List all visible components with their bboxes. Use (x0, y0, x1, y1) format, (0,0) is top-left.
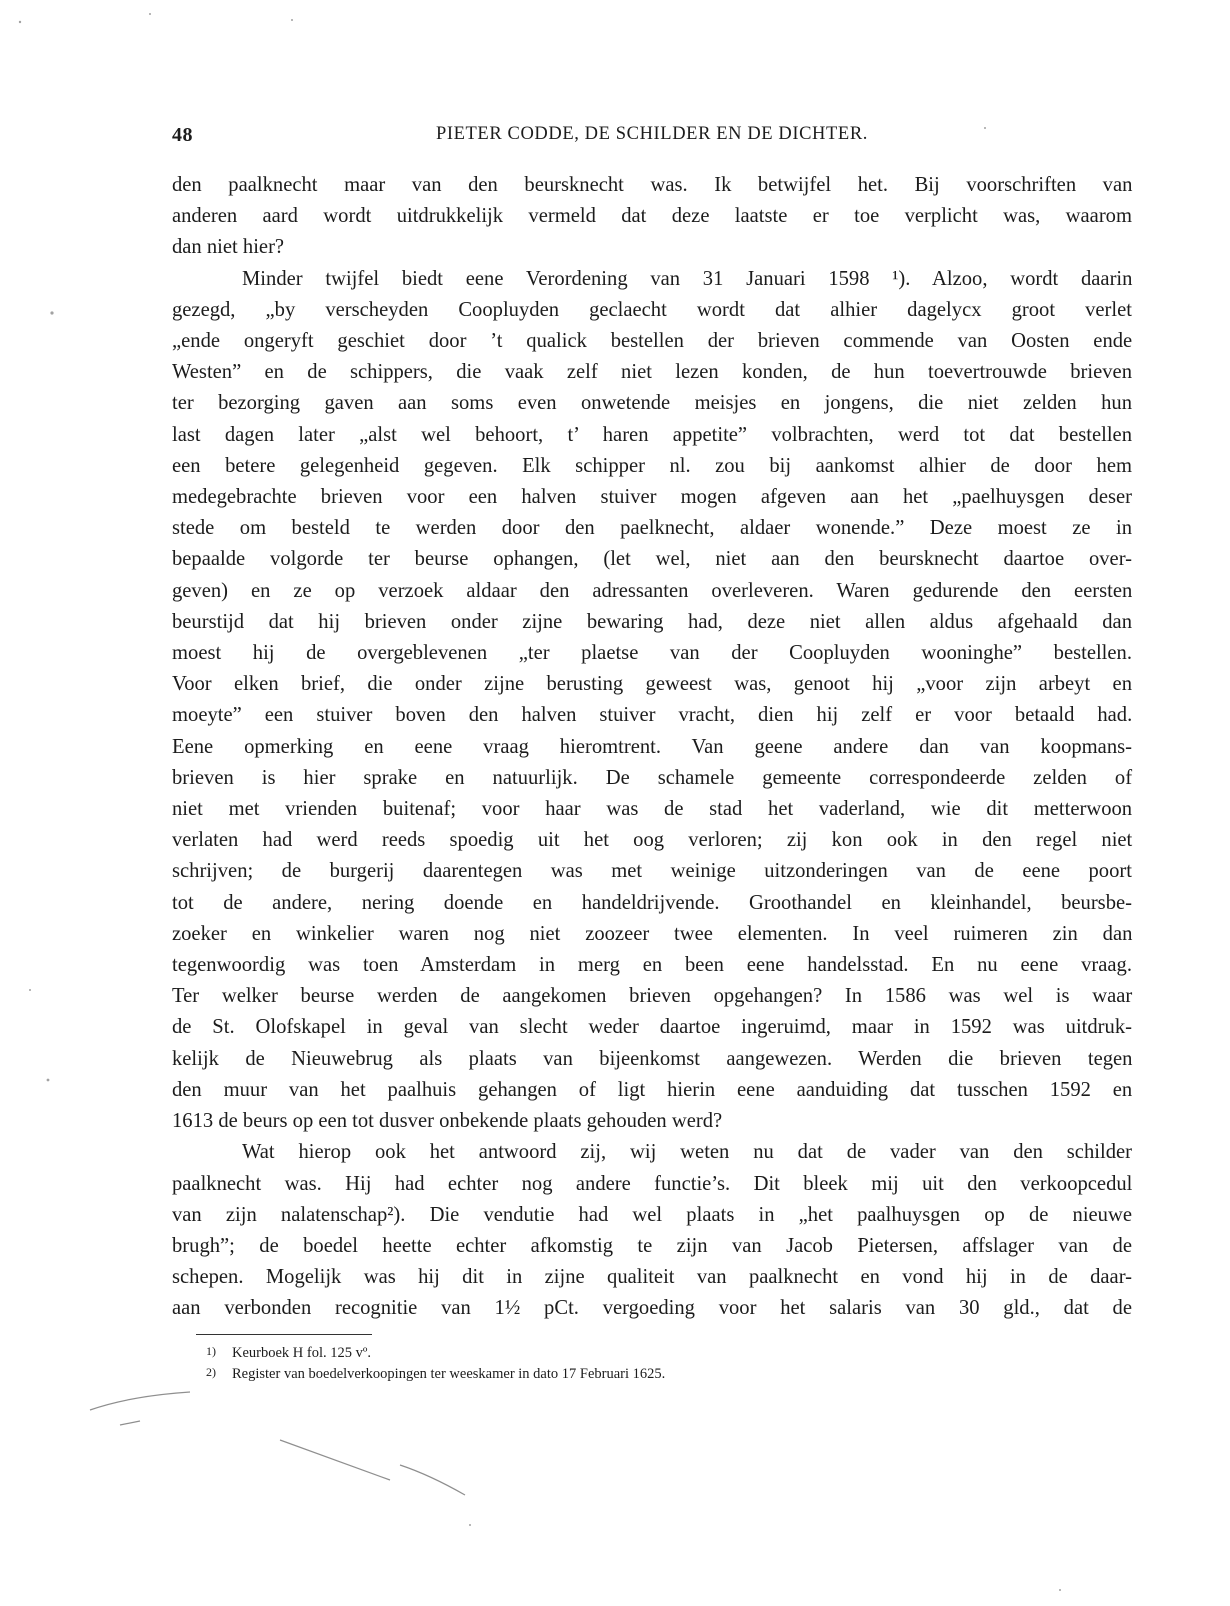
text-line: 1613 de beurs op een tot dusver onbekende plaats gehouden werd? (172, 1110, 723, 1133)
text-line: brugh”; de boedel heette echter afkomstig te zijn van Jacob Pietersen, affslager van de (172, 1234, 1132, 1257)
text-line: ter bezorging gaven aan soms even onwetende meisjes en jongens, die niet zelden hun (172, 392, 1132, 415)
text-line: beurstijd dat hij brieven onder zijne bewaring had, deze niet allen aldus afgehaald dan (172, 610, 1132, 633)
text-line: Eene opmerking en eene vraag hieromtrent. Van geene andere dan van koopmans- (172, 735, 1132, 758)
footnote-text: Register van boedelverkoopingen ter weeskamer in dato 17 Februari 1625. (232, 1366, 666, 1382)
text-line: gezegd, „by verscheyden Coopluyden geclaecht wordt dat alhier dagelycx groot verlet (172, 298, 1132, 321)
running-title: PIETER CODDE, DE SCHILDER EN DE DICHTER. (435, 124, 868, 144)
text-line: Wat hierop ook het antwoord zij, wij weten nu dat de vader van den schilder (242, 1141, 1132, 1164)
page-header (172, 124, 1132, 154)
text-line: dan niet hier? (172, 236, 285, 259)
text-line: last dagen later „alst wel behoort, t’ haren appetite” volbrachten, werd tot dat bestellen (172, 423, 1132, 446)
footnote-text: Keurboek H fol. 125 vº. (232, 1345, 371, 1361)
text-line: paalknecht was. Hij had echter nog andere functie’s. Dit bleek mij uit den verkoopcedul (172, 1172, 1133, 1195)
text-line: de St. Olofskapel in geval van slecht weder daartoe ingeruimd, maar in 1592 was uitdruk- (172, 1016, 1132, 1039)
footnote-mark: 1) (206, 1344, 216, 1358)
text-line: geven) en ze op verzoek aldaar den adressanten overleveren. Waren gedurende den eersten (172, 579, 1133, 602)
text-line: anderen aard wordt uitdrukkelijk vermeld dat deze laatste er toe verplicht was, waarom (172, 205, 1132, 228)
text-line: den paalknecht maar van den beursknecht was. Ik betwijfel het. Bij voorschriften van (172, 174, 1133, 196)
text-line: kelijk de Nieuwebrug als plaats van bijeenkomst aangewezen. Werden die brieven tegen (172, 1047, 1133, 1070)
text-line: aan verbonden recognitie van 1½ pCt. vergoeding voor het salaris van 30 gld., dat de (172, 1297, 1132, 1320)
text-line: zoeker en winkelier waren nog niet zoozeer twee elementen. In veel ruimeren zin dan (172, 922, 1133, 945)
text-line: verlaten had werd reeds spoedig uit het oog verloren; zij kon ook in den regel niet (172, 829, 1133, 852)
text-line: schrijven; de burgerij daarentegen was met weinige uitzonderingen van de eene poort (172, 860, 1132, 883)
text-line: Minder twijfel biedt eene Verordening van 31 Januari 1598 ¹). Alzoo, wordt daarin (242, 267, 1133, 290)
page-number: 48 (172, 124, 193, 146)
footnote (206, 1342, 1006, 1363)
text-line: stede om besteld te werden door den paelknecht, aldaer wonende.” Deze moest ze in (172, 517, 1132, 540)
text-line: den muur van het paalhuis gehangen of ligt hierin eene aanduiding dat tusschen 1592 en (172, 1078, 1133, 1101)
footnote-mark: 2) (206, 1365, 216, 1379)
text-line: van zijn nalatenschap²). Die vendutie had wel plaats in „het paalhuysgen op de nieuwe (172, 1203, 1132, 1226)
text-line: tegenwoordig was toen Amsterdam in merg en been eene handelsstad. En nu eene vraag. (172, 954, 1132, 977)
text-line: Ter welker beurse werden de aangekomen brieven opgehangen? In 1586 was wel is waar (172, 985, 1133, 1008)
text-line: moest hij de overgeblevenen „ter plaetse van der Coopluyden wooninghe” bestellen. (172, 642, 1132, 665)
footnote-separator (196, 1334, 372, 1335)
text-line: medegebrachte brieven voor een halven stuiver mogen afgeven aan het „paelhuysgen deser (172, 486, 1132, 509)
text-line: niet met vrienden buitenaf; voor haar was de stad het vaderland, wie dit metterwoon (172, 798, 1133, 821)
text-line: moeyte” een stuiver boven den halven stuiver vracht, dien hij zelf er voor betaald had. (172, 704, 1133, 727)
body-text (172, 170, 1132, 1325)
text-line: bepaalde volgorde ter beurse ophangen, (let wel, niet aan den beursknecht daartoe over- (172, 548, 1132, 571)
text-line: een betere gelegenheid gegeven. Elk schipper nl. zou bij aankomst alhier de door hem (172, 454, 1132, 477)
text-line: schepen. Mogelijk was hij dit in zijne qualiteit van paalknecht en vond hij in de daar- (172, 1266, 1132, 1289)
text-line: „ende ongeryft geschiet door ’t qualick bestellen der brieven commende van Oosten ende (172, 330, 1133, 353)
text-line: tot de andere, nering doende en handeldrijvende. Groothandel en kleinhandel, beursbe- (172, 891, 1132, 914)
text-line: brieven is hier sprake en natuurlijk. De schamele gemeente correspondeerde zelden of (172, 766, 1133, 789)
text-line: Westen” en de schippers, die vaak zelf niet lezen konden, de hun toevertrouwde brieven (172, 361, 1132, 384)
text-line: Voor elken brief, die onder zijne berusting geweest was, genoot hij „voor zijn arbeyt en (172, 673, 1132, 696)
footnotes (206, 1342, 1006, 1384)
footnote (206, 1363, 1006, 1384)
